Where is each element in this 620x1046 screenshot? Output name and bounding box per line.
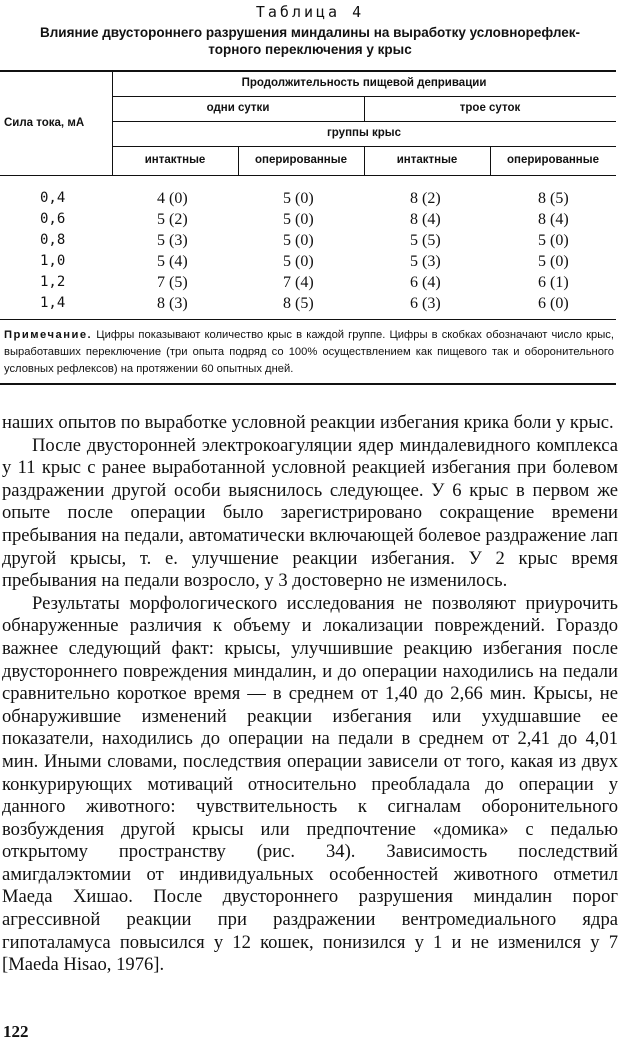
cell-current: 0,4 — [40, 190, 66, 206]
table-note — [4, 327, 614, 378]
cell-d1-intact: 7 (5) — [157, 274, 188, 291]
cell-current: 1,2 — [40, 274, 66, 290]
cell-d3-operated: 8 (5) — [538, 190, 569, 207]
table-bottom-rule — [0, 319, 616, 320]
cell-d1-operated: 7 (4) — [283, 274, 314, 291]
table-body — [0, 188, 616, 314]
table-row — [0, 209, 616, 230]
table-row — [0, 272, 616, 293]
table-row — [0, 251, 616, 272]
cell-current: 0,6 — [40, 211, 66, 227]
cell-d3-operated: 6 (0) — [538, 295, 569, 312]
cell-d1-intact: 8 (3) — [157, 295, 188, 312]
cell-d3-intact: 8 (2) — [410, 190, 441, 207]
note-text: Цифры показывают количество крыс в каждой группе. Цифры в скобках обозначают число крыс, выработавших переключение (три опыта подряд со 100% осуществлением как пищевого так и оборонительного условных рефлексов) на протяжении 60 опытных дней. — [4, 329, 615, 375]
header-deprivation: Продолжительность пищевой депривации — [241, 77, 487, 89]
cell-d1-operated: 5 (0) — [283, 190, 314, 207]
cell-current: 0,8 — [40, 232, 66, 248]
table-row — [0, 293, 616, 314]
page-number: 122 — [3, 1022, 29, 1041]
cell-d1-operated: 8 (5) — [283, 295, 314, 312]
cell-d3-intact: 6 (3) — [410, 295, 441, 312]
cell-d3-operated: 5 (0) — [538, 253, 569, 270]
table-title — [0, 24, 620, 58]
cell-d1-intact: 5 (2) — [157, 211, 188, 228]
table-title-line-1: Влияние двустороннего разрушения миндалины на выработку условнорефлек- — [39, 25, 580, 40]
cell-d3-intact: 5 (3) — [410, 253, 441, 270]
cell-d1-operated: 5 (0) — [283, 232, 314, 249]
header-d3-operated: оперированные — [507, 154, 599, 166]
header-bottom-rule — [0, 175, 616, 176]
header-rule-2 — [112, 121, 616, 122]
cell-current: 1,4 — [40, 295, 66, 311]
cell-d1-intact: 5 (4) — [157, 253, 188, 270]
table-row — [0, 188, 616, 209]
header-rat-groups: группы крыс — [327, 127, 401, 139]
cell-d1-intact: 5 (3) — [157, 232, 188, 249]
cell-current: 1,0 — [40, 253, 66, 269]
header-d1-operated: оперированные — [255, 154, 347, 166]
cell-d3-operated: 8 (4) — [538, 211, 569, 228]
header-one-day: одни сутки — [206, 102, 270, 114]
table-row — [0, 230, 616, 251]
paragraph-2: После двусторонней электрокоагуляции ядер миндалевидного комплекса у 11 крыс с ранее выработанной условной реакцией избегания при болевом раздражении другой особи выяснилось следующее. У 6 крыс в первом же опыте после операции было зарегистрировано сокращение времени пребывания на педали, автоматически включающей болевое раздражение лап другой крысы, т. е. улучшение реакции избегания. У 2 крыс время пребывания на педали возросло, у 3 достоверно не изменилось. — [2, 434, 618, 592]
cell-d3-intact: 8 (4) — [410, 211, 441, 228]
note-bottom-rule — [0, 383, 616, 385]
cell-d3-intact: 5 (5) — [410, 232, 441, 249]
cell-d3-intact: 6 (4) — [410, 274, 441, 291]
table-top-rule — [0, 70, 616, 72]
paragraph-3: Результаты морфологического исследования не позволяют приурочить обнаруженные различия к объему и локализации повреждений. Гораздо важнее следующий факт: крысы, улучшившие реакцию избегания после двустороннего повреждения миндалин, и до операции находились на педали сравнительно короткое время — в среднем от 1,40 до 2,66 мин. Крысы, не обнаружившие изменений реакции избегания или ухудшавшие ее показатели, находились до операции на педали в среднем от 2,41 до 4,01 мин. Иными словами, последствия операции зависели от того, какая из двух конкурирующих мотиваций относительно преобладала до операции у данного животного: чувствительность к сигналам оборонительного возбуждения другой крысы или предпочтение «домика» с педалью открытому пространству (рис. 34). Зависимость последствий амигдалэктомии от индивидуальных особенностей животного отметил Маеда Хишао. После двустороннего разрушения миндалин порог агрессивной реакции при раздражении вентромедиального ядра гипоталамуса повысился у 12 кошек, понизился у 1 и не изменился у 7 [Maeda Hisao, 1976]. — [2, 592, 618, 976]
header-d3-intact: интактные — [396, 154, 458, 166]
note-label: Примечание. — [4, 329, 93, 341]
table-label: Таблица 4 — [255, 3, 365, 21]
body-text — [2, 412, 618, 977]
cell-d3-operated: 5 (0) — [538, 232, 569, 249]
paragraph-1: наших опытов по выработке условной реакции избегания крика боли у крыс. — [2, 412, 614, 433]
cell-d3-operated: 6 (1) — [538, 274, 569, 291]
header-d1-intact: интактные — [144, 154, 206, 166]
cell-d1-intact: 4 (0) — [157, 190, 188, 207]
cell-d1-operated: 5 (0) — [283, 253, 314, 270]
header-three-days: трое суток — [459, 102, 521, 114]
cell-d1-operated: 5 (0) — [283, 211, 314, 228]
table-title-line-2: торного переключения у крыс — [208, 42, 412, 57]
row-header-current: Сила тока, мА — [4, 117, 85, 129]
